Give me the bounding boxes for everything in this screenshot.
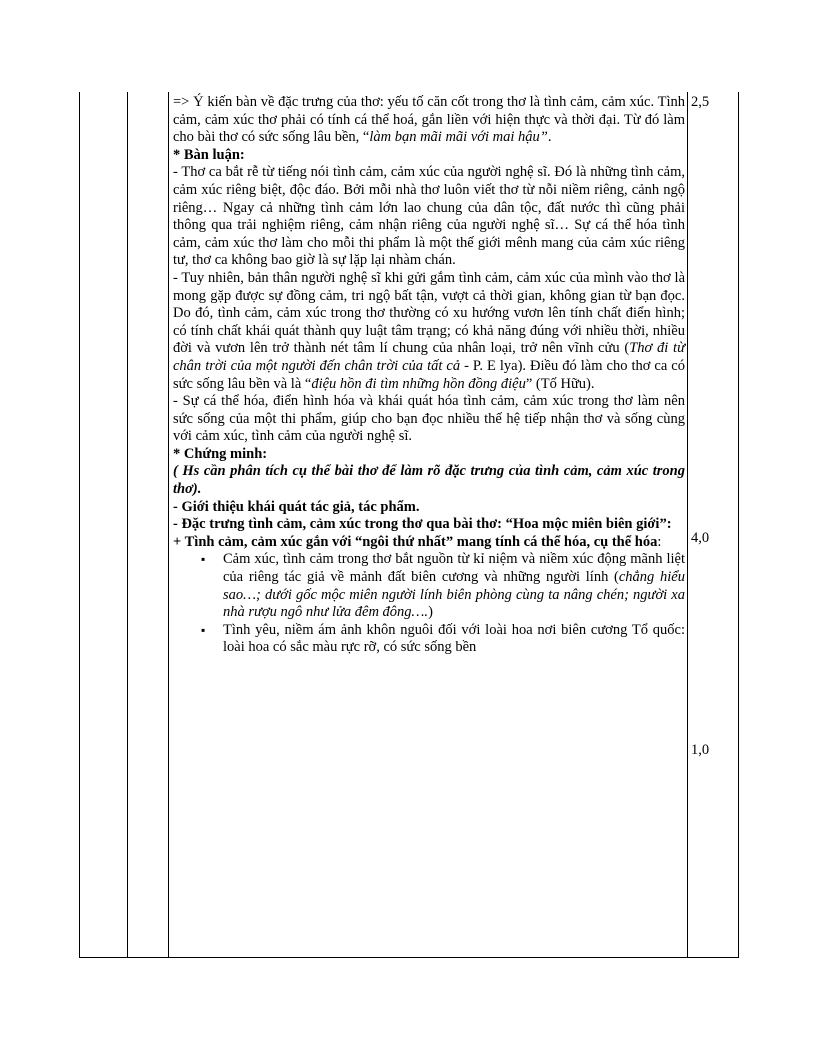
paragraph-summary: => Ý kiến bàn về đặc trưng của thơ: yếu tố căn cốt trong thơ là tình cảm, cảm xúc. Tình cảm, cảm xúc thơ phải có tính cá thể hoá, gắn liền với hiện thực và thời đại. Từ đó làm cho bài thơ có sức sống lâu bền, “làm bạn mãi mãi với mai hậu”. [173,94,685,146]
list-item: ▪ Cảm xúc, tình cảm trong thơ bắt nguồn từ kỉ niệm và niềm xúc động mãnh liệt của riêng tác giả về mảnh đất biên cương và những người lính (chẳng hiểu sao…; dưới gốc mộc miên người lính biên phòng cùng ta nâng chén; người xa nhà rượu ngô như lửa đêm đông….) [223,551,685,621]
heading-ban-luan: * Bàn luận: [173,146,245,163]
answer-content [173,94,685,657]
paragraph-discussion-1: - Thơ ca bắt rễ từ tiếng nói tình cảm, cảm xúc của người nghệ sĩ. Đó là những tình cảm, cảm xúc riêng biệt, độc đáo. Bởi mỗi nhà thơ luôn viết thơ từ nỗi niềm riêng, cảnh ngộ riêng… Ngay cả những tình cảm lớn lao chung của dân tộc, đất nước thì cũng phải thông qua trải nghiệm riêng, cảm nhận riêng của người nghệ sĩ… Sự cá thể hóa tình cảm, cảm xúc thơ làm cho mỗi thi phẩm là một thế giới mênh mang của cảm xúc riêng tư, thơ ca không bao giờ là sự lặp lại nhàm chán. [173,164,685,269]
paragraph-subpoint: + Tình cảm, cảm xúc gắn với “ngôi thứ nhất” mang tính cá thể hóa, cụ thể hóa: [173,533,662,550]
paragraph-intro: - Giới thiệu khái quát tác giả, tác phẩm. [173,498,420,515]
score-value: 4,0 [691,530,710,546]
table-border-bottom [79,957,739,958]
bullet-list [173,551,685,657]
score-value: 1,0 [691,742,710,758]
table-column-divider [168,92,169,958]
table-border-left [79,92,80,958]
table-column-divider [127,92,128,958]
instruction-note: ( Hs cần phân tích cụ thể bài thơ để làm rõ đặc trưng của tình cảm, cảm xúc trong thơ). [173,463,685,498]
heading-chung-minh: * Chứng minh: [173,445,268,462]
table-column-divider [687,92,688,958]
list-item: ▪ Tình yêu, niềm ám ảnh khôn nguôi đối với loài hoa nơi biên cương Tổ quốc: loài hoa có sắc màu rực rỡ, có sức sống bền [223,622,685,657]
paragraph-discussion-3: - Sự cá thể hóa, điển hình hóa và khái quát hóa tình cảm, cảm xúc trong thơ làm nên sức sống của một thi phẩm, giúp cho bạn đọc nhiều thế hệ tiếp nhận thơ và sống cùng với cảm xúc, tình cảm của người nghệ sĩ. [173,393,685,445]
paragraph-discussion-2: - Tuy nhiên, bản thân người nghệ sĩ khi gửi gắm tình cảm, cảm xúc của mình vào thơ là mong gặp được sự đồng cảm, tri ngộ bất tận, vượt cả thời gian, không gian từ bạn đọc. Do đó, tình cảm, cảm xúc trong thơ thường có xu hướng vươn lên tính chất điển hình; có tính chất khái quát thành quy luật tâm trạng; có khả năng đúng với nhiều thời, nhiều đời và vươn lên trở thành nét tâm lí chung của nhân loại, trở nên vĩnh cửu (Thơ đi từ chân trời của một người đến chân trời của tất cả - P. E lya). Điều đó làm cho thơ ca có sức sống lâu bền và là “điệu hồn đi tìm những hồn đồng điệu” (Tố Hữu). [173,269,685,392]
paragraph-feature: - Đặc trưng tình cảm, cảm xúc trong thơ qua bài thơ: “Hoa mộc miên biên giới”: [173,516,672,533]
table-border-right [738,92,739,958]
score-value: 2,5 [691,94,710,110]
